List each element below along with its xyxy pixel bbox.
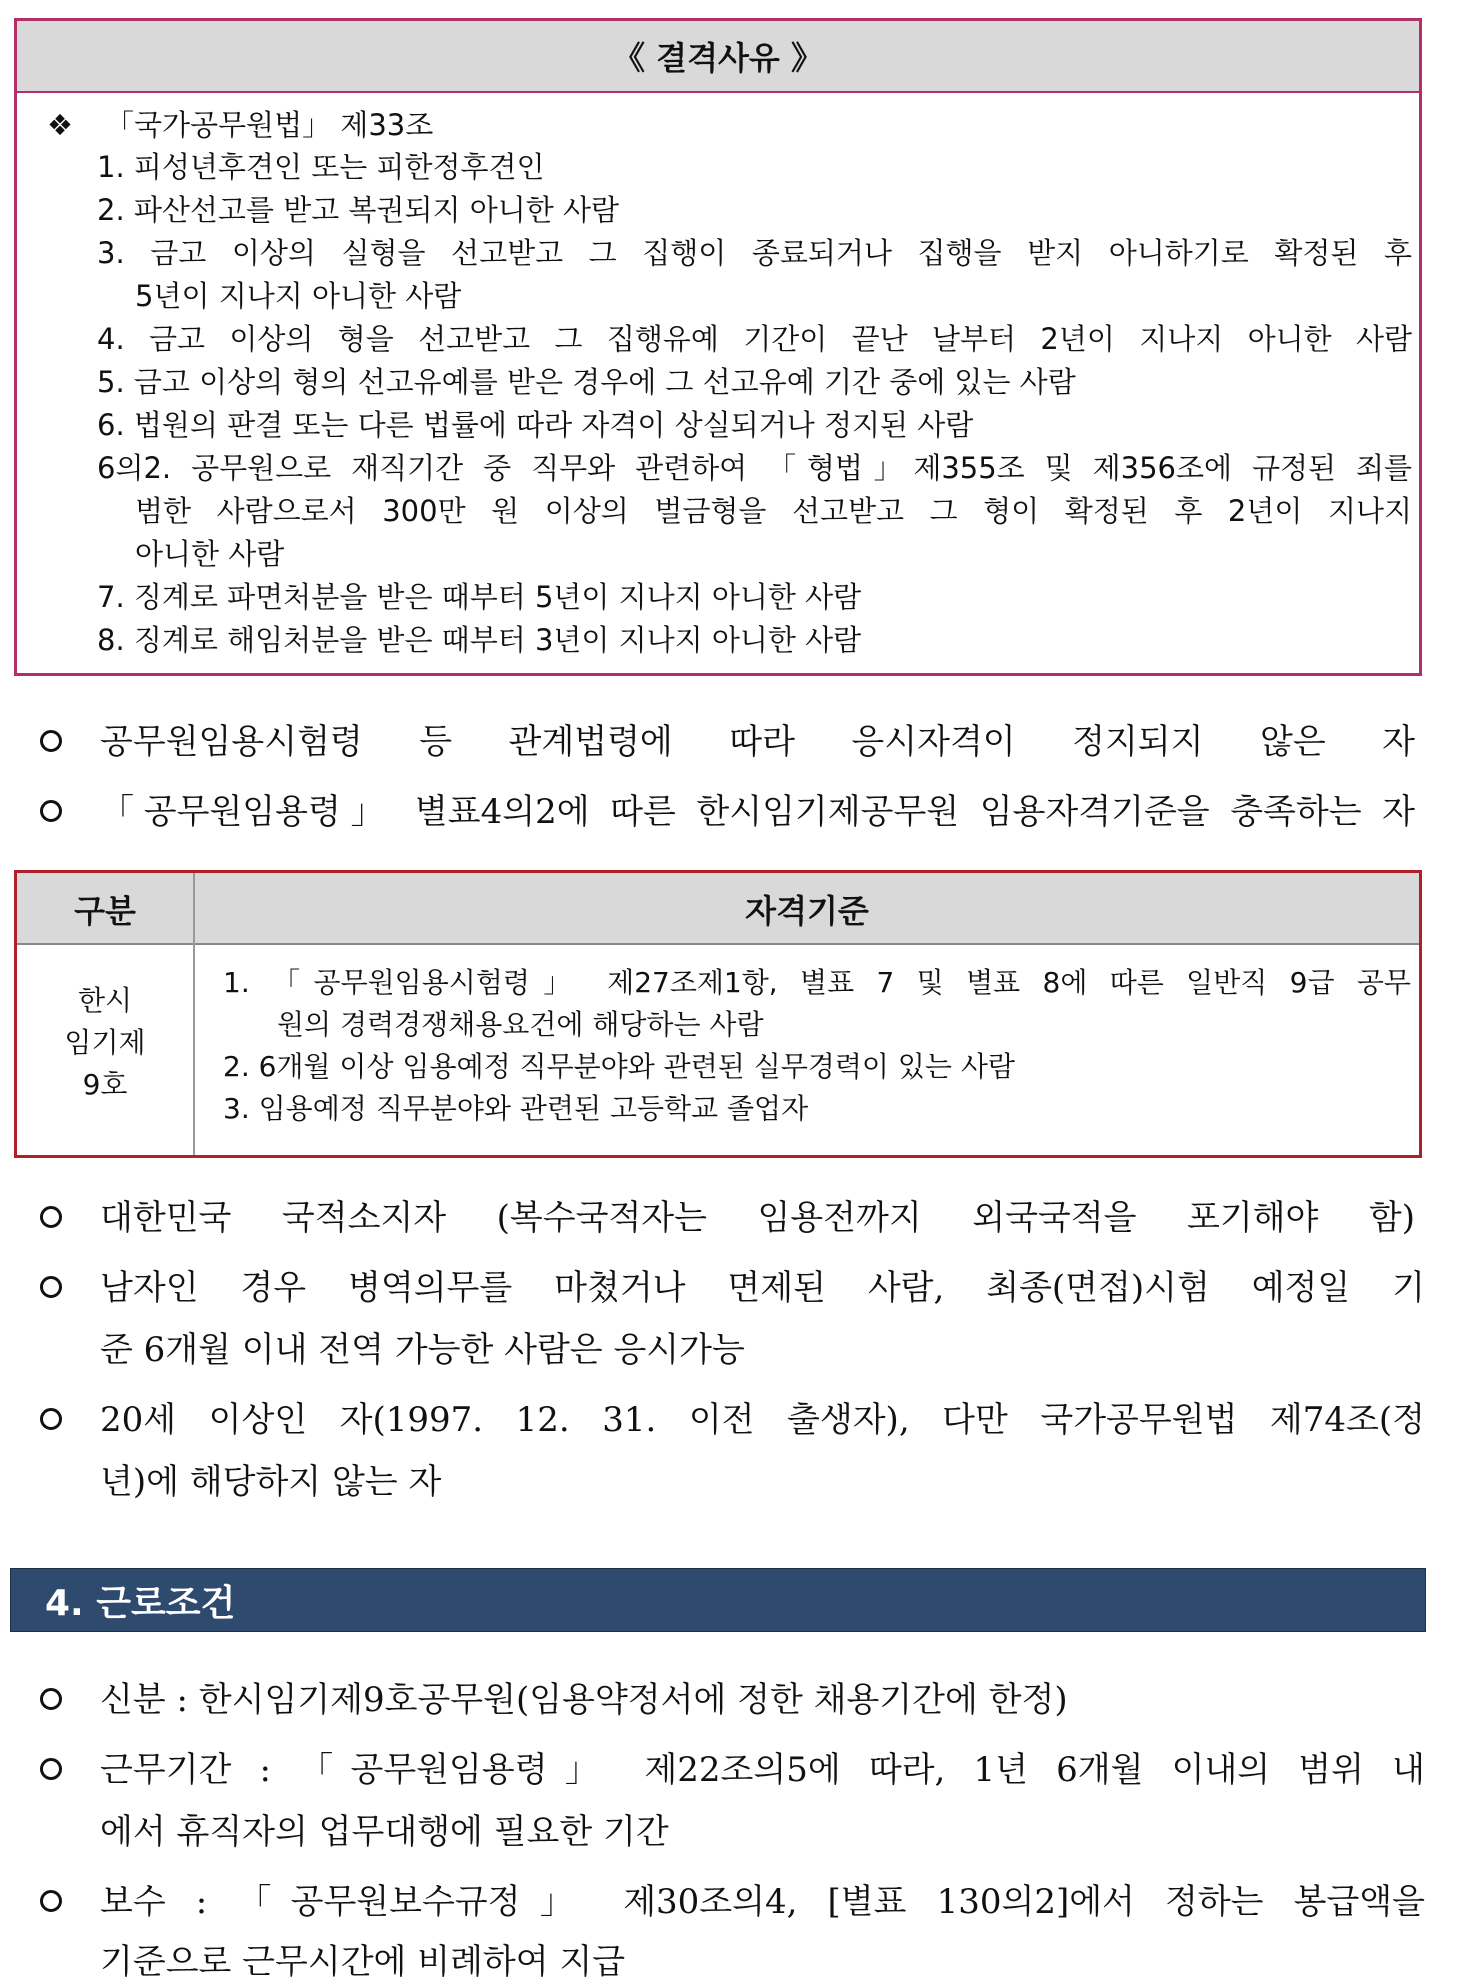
row-label: 9호: [82, 1068, 128, 1101]
bullet-text: 「공무원임용령」 별표4의2에 따른 한시임기제공무원 임용자격기준을 충족하는 자: [100, 792, 1415, 832]
bullet-text-continued: 년)에 해당하지 않는 자: [100, 1462, 442, 1502]
bullet-item: [40, 1266, 94, 1310]
criteria-item-continued: 원의 경력경쟁채용요건에 해당하는 사람: [277, 1008, 764, 1041]
diamond-bullet-icon: ❖: [47, 108, 73, 142]
bullet-item: [40, 1678, 94, 1722]
bullet-text-continued: 기준으로 근무시간에 비례하여 지급: [100, 1942, 626, 1982]
row-label: 임기제: [64, 1026, 146, 1059]
circle-bullet-icon: [40, 1688, 62, 1710]
criteria-item: 3. 임용예정 직무분야와 관련된 고등학교 졸업자: [223, 1092, 809, 1125]
bullet-text: 20세 이상인 자(1997. 12. 31. 이전 출생자), 다만 국가공무원법 제74조(정: [100, 1400, 1425, 1440]
bullet-item: [40, 1398, 94, 1442]
table-header-category: 구분: [74, 892, 136, 930]
circle-bullet-icon: [40, 800, 62, 822]
section-header: 4. 근로조건: [10, 1568, 1426, 1632]
circle-bullet-icon: [40, 1408, 62, 1430]
bullet-item: [40, 1880, 94, 1924]
disqualification-title: 《 결격사유 》: [17, 21, 1419, 93]
bullet-text: 근무기간 : 「공무원임용령」 제22조의5에 따라, 1년 6개월 이내의 범위 내: [100, 1750, 1425, 1790]
dq-item: 8. 징계로 해임처분을 받은 때부터 3년이 지나지 아니한 사람: [97, 623, 862, 657]
bullet-text: 대한민국 국적소지자 (복수국적자는 임용전까지 외국국적을 포기해야 함): [100, 1198, 1415, 1238]
bullet-item: [40, 790, 94, 834]
criteria-item: 2. 6개월 이상 임용예정 직무분야와 관련된 실무경력이 있는 사람: [223, 1050, 1015, 1083]
bullet-item: [40, 1196, 94, 1240]
circle-bullet-icon: [40, 730, 62, 752]
bullet-item: [40, 1748, 94, 1792]
criteria-table: [14, 870, 1422, 1158]
dq-item: 1. 피성년후견인 또는 피한정후견인: [97, 150, 545, 184]
row-label: 한시: [77, 984, 133, 1017]
dq-item: 3. 금고 이상의 실형을 선고받고 그 집행이 종료되거나 집행을 받지 아니하기로 확정된 후: [97, 236, 1412, 270]
law-title: 「국가공무원법」 제33조: [105, 108, 434, 142]
dq-item: 6의2. 공무원으로 재직기간 중 직무와 관련하여 「형법」제355조 및 제356조에 규정된 죄를: [97, 451, 1412, 485]
bullet-text: 보수 : 「공무원보수규정」 제30조의4, [별표 130의2]에서 정하는 봉급액을: [100, 1882, 1425, 1922]
circle-bullet-icon: [40, 1758, 62, 1780]
dq-item: 5. 금고 이상의 형의 선고유예를 받은 경우에 그 선고유예 기간 중에 있는 사람: [97, 365, 1076, 399]
dq-item: 6. 법원의 판결 또는 다른 법률에 따라 자격이 상실되거나 정지된 사람: [97, 408, 974, 442]
bullet-text-continued: 준 6개월 이내 전역 가능한 사람은 응시가능: [100, 1330, 745, 1370]
disqualification-box: [14, 18, 1422, 676]
dq-item-continued: 아니한 사람: [135, 537, 285, 571]
circle-bullet-icon: [40, 1890, 62, 1912]
bullet-text-continued: 에서 휴직자의 업무대행에 필요한 기간: [100, 1812, 669, 1852]
criteria-item: 1. 「공무원임용시험령」 제27조제1항, 별표 7 및 별표 8에 따른 일반직 9급 공무: [223, 966, 1411, 999]
dq-item: 2. 파산선고를 받고 복권되지 아니한 사람: [97, 193, 619, 227]
table-header-criteria: 자격기준: [745, 892, 869, 930]
bullet-item: [40, 720, 94, 764]
circle-bullet-icon: [40, 1206, 62, 1228]
dq-item-continued: 5년이 지나지 아니한 사람: [135, 279, 462, 313]
dq-item: 7. 징계로 파면처분을 받은 때부터 5년이 지나지 아니한 사람: [97, 580, 862, 614]
dq-item-continued: 범한 사람으로서 300만 원 이상의 벌금형을 선고받고 그 형이 확정된 후 2년이 지나지: [135, 494, 1412, 528]
bullet-text: 공무원임용시험령 등 관계법령에 따라 응시자격이 정지되지 않은 자: [100, 722, 1415, 762]
bullet-text: 신분 : 한시임기제9호공무원(임용약정서에 정한 채용기간에 한정): [100, 1680, 1068, 1720]
dq-item: 4. 금고 이상의 형을 선고받고 그 집행유예 기간이 끝난 날부터 2년이 지나지 아니한 사람: [97, 322, 1412, 356]
circle-bullet-icon: [40, 1276, 62, 1298]
bullet-text: 남자인 경우 병역의무를 마쳤거나 면제된 사람, 최종(면접)시험 예정일 기: [100, 1268, 1425, 1308]
